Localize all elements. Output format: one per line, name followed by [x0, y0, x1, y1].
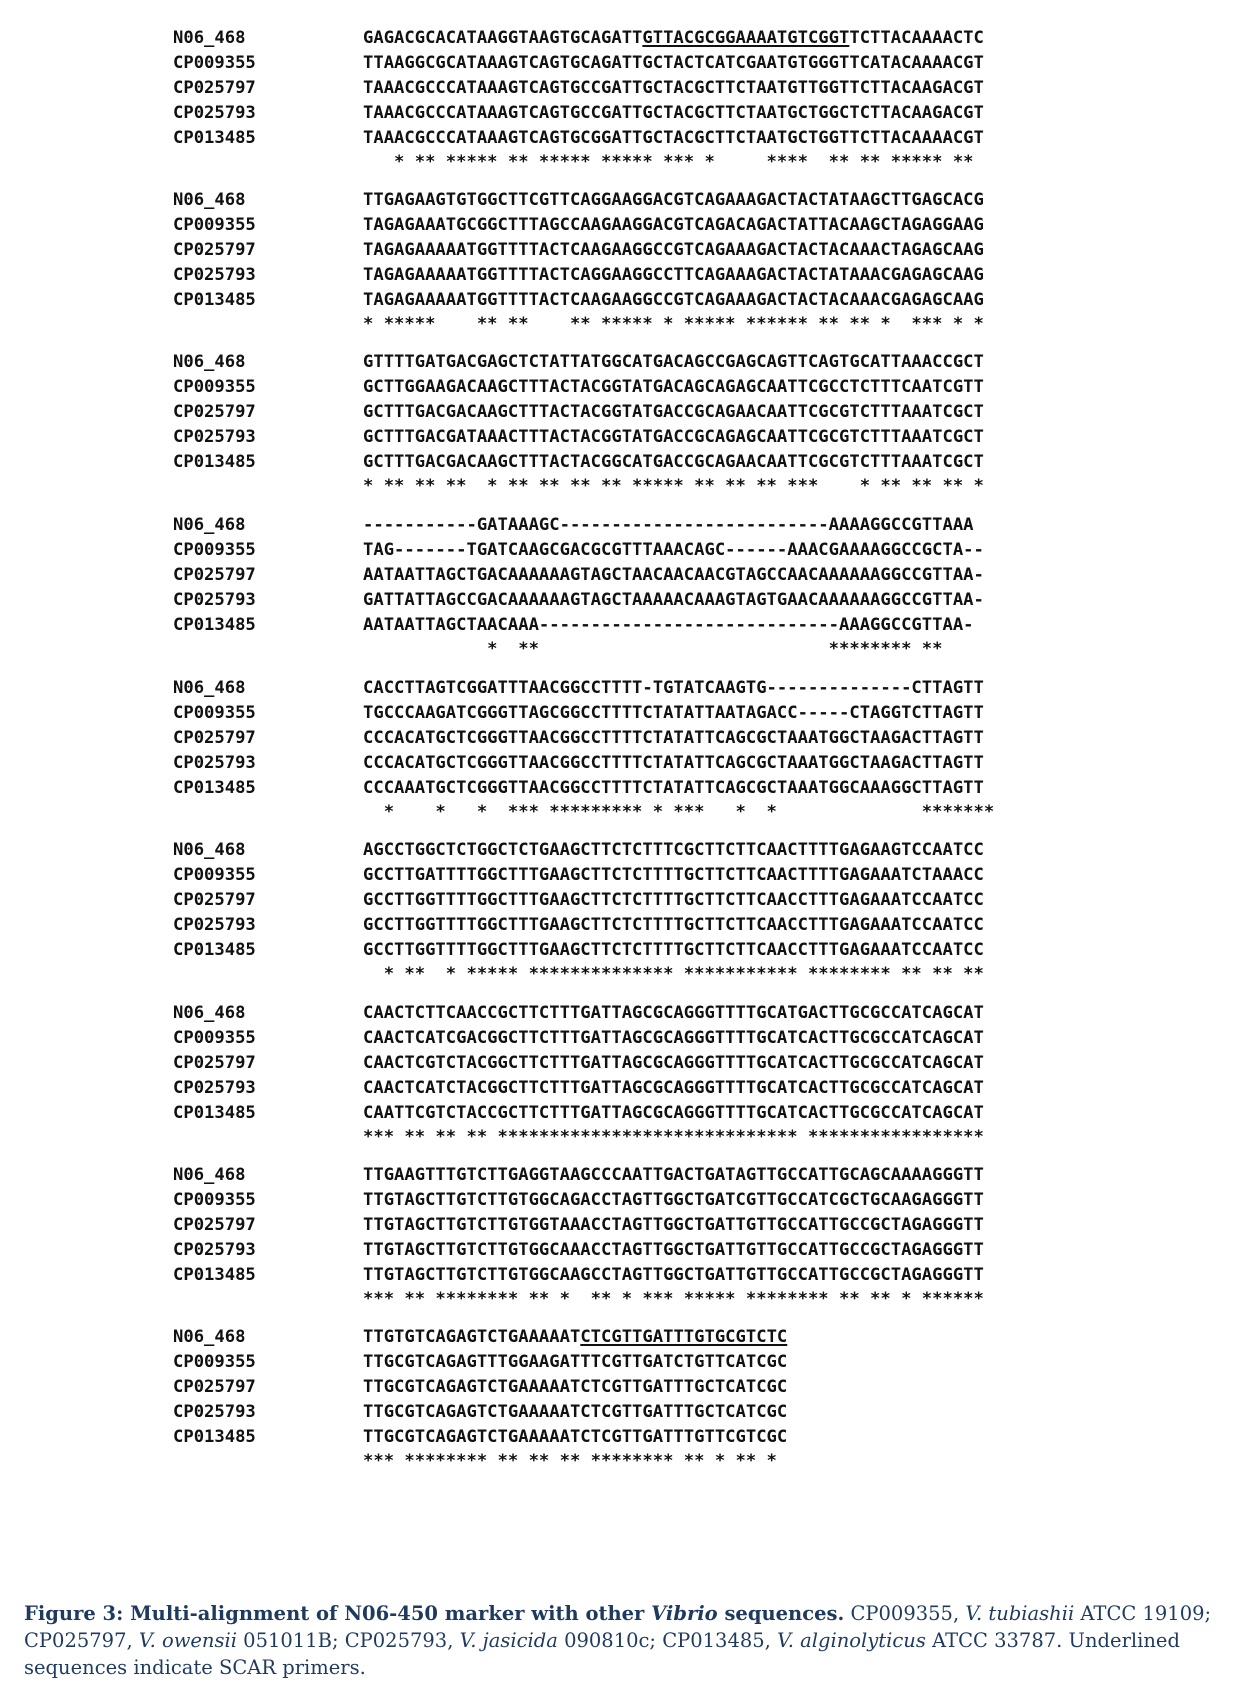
sequence-text: CAACTCGTCTACGGCTTCTTTGATTAGCGCAGGGTTTTGCATCACTTGCGCCATCAGCAT — [363, 1053, 984, 1073]
sequence-text: TAG-------TGATCAAGCGACGCGTTTAAACAGC------AAACGAAAAGGCCGCTA-- — [363, 540, 984, 560]
alignment-block — [173, 350, 984, 497]
sequence-text: GCTTTGACGACAAGCTTTACTACGGTATGACCGCAGAACAATTCGCGTCTTTAAATCGCT — [363, 402, 984, 422]
sequence-row — [173, 425, 984, 450]
sequence-row — [173, 1238, 984, 1263]
sequence-label: CP013485 — [173, 1103, 256, 1123]
sequence-row — [173, 563, 984, 588]
sequence-text: GCTTTGACGACAAGCTTTACTACGGCATGACCGCAGAACAATTCGCGTCTTTAAATCGCT — [363, 452, 984, 472]
sequence-label: N06_468 — [173, 190, 246, 210]
sequence-row — [173, 450, 984, 475]
consensus-line: *** ******** ** ** ** ******** ** * ** * — [363, 1451, 777, 1471]
sequence-label: CP013485 — [173, 1427, 256, 1447]
sequence-row — [173, 400, 984, 425]
sequence-row — [173, 26, 984, 51]
sequence-label: CP025793 — [173, 590, 256, 610]
alignment-block — [173, 513, 984, 660]
sequence-text: TTGTAGCTTGTCTTGTGGCAGACCTAGTTGGCTGATCGTTGCCATCGCTGCAAGAGGGTT — [363, 1190, 984, 1210]
sequence-text: -----------GATAAAGC--------------------------AAAAGGCCGTTAAA — [363, 515, 974, 535]
sequence-row — [173, 938, 984, 963]
sequence-label: CP025797 — [173, 728, 256, 748]
sequence-text: TAGAGAAATGCGGCTTTAGCCAAGAAGGACGTCAGACAGACTATTACAAGCTAGAGGAAG — [363, 215, 984, 235]
sequence-label: CP009355 — [173, 215, 256, 235]
sequence-text: TTGCGTCAGAGTCTGAAAAATCTCGTTGATTTGCTCATCGC — [363, 1377, 788, 1397]
sequence-row — [173, 238, 984, 263]
sequence-row — [173, 1026, 984, 1051]
sequence-label: CP025793 — [173, 1078, 256, 1098]
sequence-label: N06_468 — [173, 1165, 246, 1185]
sequence-row — [173, 913, 984, 938]
sequence-label: CP025793 — [173, 103, 256, 123]
sequence-text: GCCTTGGTTTTGGCTTTGAAGCTTCTCTTTTGCTTCTTCAACCTTTGAGAAATCCAATCC — [363, 890, 984, 910]
sequence-text: AATAATTAGCTAACAAA-----------------------------AAAGGCCGTTAA- — [363, 615, 974, 635]
sequence-row — [173, 1213, 984, 1238]
sequence-row — [173, 676, 994, 701]
sequence-row — [173, 263, 984, 288]
sequence-row — [173, 538, 984, 563]
sequence-row — [173, 375, 984, 400]
alignment-block — [173, 26, 984, 173]
sequence-row — [173, 188, 984, 213]
sequence-text: TAGAGAAAAATGGTTTTACTCAAGAAGGCCGTCAGAAAGACTACTACAAACGAGAGCAAG — [363, 290, 984, 310]
species-name: V. jasicida — [459, 1629, 558, 1652]
sequence-text: TAGAGAAAAATGGTTTTACTCAGGAAGGCCTTCAGAAAGACTACTATAAACGAGAGCAAG — [363, 265, 984, 285]
sequence-text: CAATTCGTCTACCGCTTCTTTGATTAGCGCAGGGTTTTGCATCACTTGCGCCATCAGCAT — [363, 1103, 984, 1123]
sequence-row — [173, 863, 984, 888]
sequence-row — [173, 1375, 787, 1400]
sequence-text: GCCTTGGTTTTGGCTTTGAAGCTTCTCTTTTGCTTCTTCAACCTTTGAGAAATCCAATCC — [363, 915, 984, 935]
figure-caption: Figure 3: Multi-alignment of N06-450 marker with other Vibrio sequences. CP009355, V. tubiashii ATCC 19109; CP025797, V. owensii 051011B; CP025793, V. jasicida 090810c; CP013485, V. alginolyticus ATCC 33787. Underlined sequences indicate SCAR primers. — [24, 1602, 1212, 1679]
alignment-block — [173, 1325, 787, 1472]
sequence-label: N06_468 — [173, 28, 246, 48]
sequence-text: CACCTTAGTCGGATTTAACGGCCTTTT-TGTATCAAGTG--------------CTTAGTT — [363, 678, 984, 698]
sequence-label: CP025793 — [173, 1240, 256, 1260]
sequence-text: TAGAGAAAAATGGTTTTACTCAAGAAGGCCGTCAGAAAGACTACTACAAACTAGAGCAAG — [363, 240, 984, 260]
sequence-row — [173, 1400, 787, 1425]
sequence-row — [173, 1001, 984, 1026]
sequence-row — [173, 613, 984, 638]
sequence-label: N06_468 — [173, 352, 246, 372]
sequence-row — [173, 588, 984, 613]
sequence-label: CP009355 — [173, 1352, 256, 1372]
sequence-row — [173, 513, 984, 538]
sequence-label: N06_468 — [173, 1327, 246, 1347]
sequence-text: CAACTCATCTACGGCTTCTTTGATTAGCGCAGGGTTTTGCATCACTTGCGCCATCAGCAT — [363, 1078, 984, 1098]
species-name: V. alginolyticus — [777, 1629, 926, 1652]
sequence-text: GCCTTGATTTTGGCTTTGAAGCTTCTCTTTTGCTTCTTCAACTTTTGAGAAATCTAAACC — [363, 865, 984, 885]
sequence-text: CCCAAATGCTCGGGTTAACGGCCTTTTCTATATTCAGCGCTAAATGGCAAAGGCTTAGTT — [363, 778, 984, 798]
sequence-label: CP025797 — [173, 890, 256, 910]
sequence-label: CP009355 — [173, 53, 256, 73]
consensus-line: * * * *** ********* * *** * * ******* — [363, 802, 995, 822]
sequence-label: N06_468 — [173, 678, 246, 698]
primer-underline: GTTACGCGGAAAATGTCGGT — [642, 28, 850, 48]
sequence-row — [173, 751, 994, 776]
sequence-text: TTGTGTCAGAGTCTGAAAAATCTCGTTGATTTGTGCGTCTC — [363, 1327, 788, 1347]
sequence-label: N06_468 — [173, 1003, 246, 1023]
sequence-text: AATAATTAGCTGACAAAAAAGTAGCTAACAACAACGTAGCCAACAAAAAAGGCCGTTAA- — [363, 565, 984, 585]
alignment-block — [173, 676, 994, 823]
alignment-block — [173, 188, 984, 335]
sequence-label: CP025797 — [173, 240, 256, 260]
sequence-row — [173, 1076, 984, 1101]
sequence-label: N06_468 — [173, 515, 246, 535]
consensus-line: * ** ***** ** ***** ***** *** * **** ** ** ***** ** — [363, 152, 974, 172]
sequence-text: TTGCGTCAGAGTCTGAAAAATCTCGTTGATTTGCTCATCGC — [363, 1402, 788, 1422]
sequence-label: CP025797 — [173, 402, 256, 422]
primer-underline: CTCGTTGATTTGTGCGTCTC — [580, 1327, 788, 1347]
sequence-text: CAACTCTTCAACCGCTTCTTTGATTAGCGCAGGGTTTTGCATGACTTGCGCCATCAGCAT — [363, 1003, 984, 1023]
consensus-line: * ** * ***** ************** *********** ******** ** ** ** — [363, 964, 984, 984]
species-name: V. owensii — [138, 1629, 237, 1652]
alignment-block — [173, 838, 984, 985]
sequence-row — [173, 1101, 984, 1126]
sequence-label: CP009355 — [173, 377, 256, 397]
sequence-text: TTGAGAAGTGTGGCTTCGTTCAGGAAGGACGTCAGAAAGACTACTATAAGCTTGAGCACG — [363, 190, 984, 210]
sequence-text: GTTTTGATGACGAGCTCTATTATGGCATGACAGCCGAGCAGTTCAGTGCATTAAACCGCT — [363, 352, 984, 372]
alignment-block — [173, 1001, 984, 1148]
sequence-text: TTGAAGTTTGTCTTGAGGTAAGCCCAATTGACTGATAGTTGCCATTGCAGCAAAAGGGTT — [363, 1165, 984, 1185]
sequence-row — [173, 1350, 787, 1375]
sequence-row — [173, 888, 984, 913]
sequence-text: TGCCCAAGATCGGGTTAGCGGCCTTTTCTATATTAATAGACC-----CTAGGTCTTAGTT — [363, 703, 984, 723]
sequence-text: GATTATTAGCCGACAAAAAAGTAGCTAAAAACAAAGTAGTGAACAAAAAAGGCCGTTAA- — [363, 590, 984, 610]
sequence-text: TTGCGTCAGAGTCTGAAAAATCTCGTTGATTTGTTCGTCGC — [363, 1427, 788, 1447]
sequence-text: CAACTCATCGACGGCTTCTTTGATTAGCGCAGGGTTTTGCATCACTTGCGCCATCAGCAT — [363, 1028, 984, 1048]
sequence-text: TTGCGTCAGAGTTTGGAAGATTTCGTTGATCTGTTCATCGC — [363, 1352, 788, 1372]
alignment-block — [173, 1163, 984, 1310]
sequence-label: CP009355 — [173, 540, 256, 560]
consensus-line: * ** ** ** * ** ** ** ** ***** ** ** ** *** * ** ** ** * — [363, 476, 984, 496]
sequence-label: CP025793 — [173, 265, 256, 285]
sequence-label: CP025797 — [173, 1215, 256, 1235]
caption-title: Figure 3: Multi-alignment of N06-450 marker with other Vibrio sequences. — [24, 1602, 845, 1625]
sequence-row — [173, 701, 994, 726]
sequence-text: TTAAGGCGCATAAAGTCAGTGCAGATTGCTACTCATCGAATGTGGGTTCATACAAAACGT — [363, 53, 984, 73]
sequence-text: TTGTAGCTTGTCTTGTGGCAAGCCTAGTTGGCTGATTGTTGCCATTGCCGCTAGAGGGTT — [363, 1265, 984, 1285]
sequence-label: CP009355 — [173, 1028, 256, 1048]
sequence-text: GCTTTGACGATAAACTTTACTACGGTATGACCGCAGAGCAATTCGCGTCTTTAAATCGCT — [363, 427, 984, 447]
consensus-line: * ** ******** ** — [363, 639, 943, 659]
consensus-line: *** ** ******** ** * ** * *** ***** ******** ** ** * ****** — [363, 1289, 984, 1309]
sequence-row — [173, 776, 994, 801]
sequence-label: CP013485 — [173, 940, 256, 960]
sequence-text: TTGTAGCTTGTCTTGTGGTAAACCTAGTTGGCTGATTGTTGCCATTGCCGCTAGAGGGTT — [363, 1215, 984, 1235]
sequence-row — [173, 1163, 984, 1188]
sequence-row — [173, 126, 984, 151]
consensus-line: * ***** ** ** ** ***** * ***** ****** ** ** * *** * * — [363, 314, 984, 334]
sequence-row — [173, 51, 984, 76]
sequence-row — [173, 838, 984, 863]
sequence-row — [173, 288, 984, 313]
sequence-label: CP025797 — [173, 1377, 256, 1397]
sequence-row — [173, 76, 984, 101]
sequence-label: CP009355 — [173, 865, 256, 885]
sequence-label: CP025797 — [173, 78, 256, 98]
sequence-label: CP009355 — [173, 1190, 256, 1210]
sequence-row — [173, 213, 984, 238]
sequence-row — [173, 101, 984, 126]
sequence-text: AGCCTGGCTCTGGCTCTGAAGCTTCTCTTTCGCTTCTTCAACTTTTGAGAAGTCCAATCC — [363, 840, 984, 860]
sequence-text: GCTTGGAAGACAAGCTTTACTACGGTATGACAGCAGAGCAATTCGCCTCTTTCAATCGTT — [363, 377, 984, 397]
sequence-label: CP013485 — [173, 1265, 256, 1285]
sequence-label: CP009355 — [173, 703, 256, 723]
sequence-label: CP025797 — [173, 1053, 256, 1073]
sequence-label: CP013485 — [173, 290, 256, 310]
consensus-line: *** ** ** ** ***************************** ***************** — [363, 1127, 984, 1147]
sequence-text: GAGACGCACATAAGGTAAGTGCAGATTGTTACGCGGAAAATGTCGGTTCTTACAAAACTC — [363, 28, 984, 48]
sequence-label: CP013485 — [173, 128, 256, 148]
sequence-row — [173, 1051, 984, 1076]
sequence-text: CCCACATGCTCGGGTTAACGGCCTTTTCTATATTCAGCGCTAAATGGCTAAGACTTAGTT — [363, 728, 984, 748]
sequence-text: TAAACGCCCATAAAGTCAGTGCCGATTGCTACGCTTCTAATGTTGGTTCTTACAAGACGT — [363, 78, 984, 98]
sequence-label: CP025793 — [173, 1402, 256, 1422]
sequence-label: CP025793 — [173, 427, 256, 447]
sequence-row — [173, 1425, 787, 1450]
sequence-row — [173, 1263, 984, 1288]
sequence-row — [173, 1325, 787, 1350]
sequence-label: CP025793 — [173, 753, 256, 773]
sequence-label: CP025797 — [173, 565, 256, 585]
sequence-text: CCCACATGCTCGGGTTAACGGCCTTTTCTATATTCAGCGCTAAATGGCTAAGACTTAGTT — [363, 753, 984, 773]
sequence-label: CP013485 — [173, 615, 256, 635]
species-name: V. tubiashii — [965, 1602, 1075, 1625]
sequence-row — [173, 726, 994, 751]
sequence-label: CP025793 — [173, 915, 256, 935]
sequence-text: TAAACGCCCATAAAGTCAGTGCGGATTGCTACGCTTCTAATGCTGGTTCTTACAAAACGT — [363, 128, 984, 148]
sequence-text: GCCTTGGTTTTGGCTTTGAAGCTTCTCTTTTGCTTCTTCAACCTTTGAGAAATCCAATCC — [363, 940, 984, 960]
sequence-row — [173, 350, 984, 375]
sequence-label: CP013485 — [173, 778, 256, 798]
sequence-text: TAAACGCCCATAAAGTCAGTGCCGATTGCTACGCTTCTAATGCTGGCTCTTACAAGACGT — [363, 103, 984, 123]
sequence-label: N06_468 — [173, 840, 246, 860]
sequence-text: TTGTAGCTTGTCTTGTGGCAAACCTAGTTGGCTGATTGTTGCCATTGCCGCTAGAGGGTT — [363, 1240, 984, 1260]
sequence-row — [173, 1188, 984, 1213]
sequence-label: CP013485 — [173, 452, 256, 472]
